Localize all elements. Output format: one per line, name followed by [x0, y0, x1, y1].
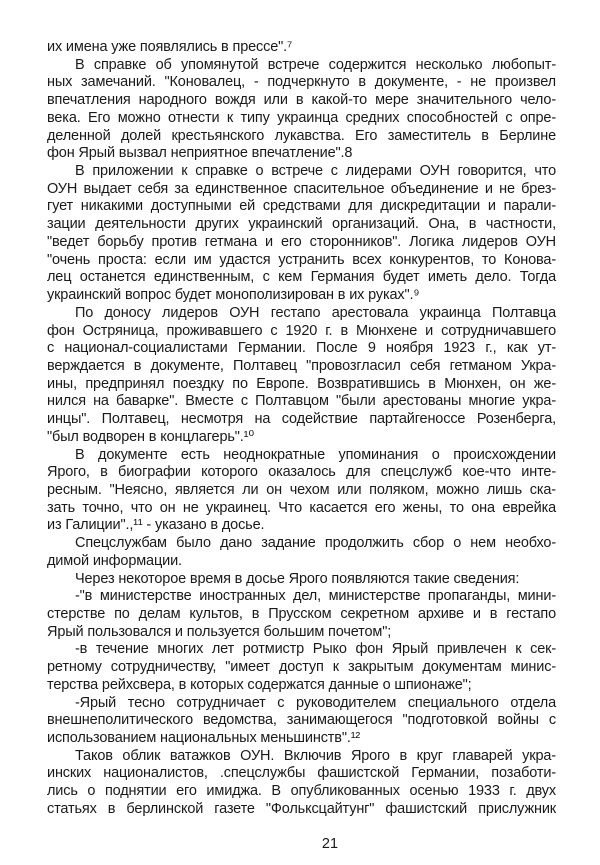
paragraph — [47, 39, 556, 57]
text-line: ресным. "Неясно, является ли он чехом или поляком, можно лишь ска- — [47, 481, 556, 498]
text-line: деленной долей крестьянского лукавства. Его заместитель в Берлине — [47, 127, 556, 144]
paragraph — [47, 305, 556, 447]
text-line: лись о поднятии его имиджа. В опубликованных осенью 1933 г. двух — [47, 783, 556, 800]
text-line: В справке об упомянутой встрече содержится несколько любопыт- — [75, 56, 556, 73]
text-line: Через некоторое время в досье Ярого появляются такие сведения: — [75, 570, 520, 587]
paragraph — [47, 57, 556, 163]
text-line: использованием национальных меньшинств".¹² — [47, 730, 361, 747]
text-line: внешнеполитического ведомства, занимающегося "подготовкой войны с — [47, 712, 556, 729]
paragraph — [47, 695, 556, 748]
text-line: впечатления народного вождя или в какой-то мере значительного чело- — [47, 92, 556, 109]
text-line: их имена уже появлялись в прессе".⁷ — [47, 39, 293, 55]
text-line: "ведет борьбу против гетмана и его сторонников". Логика лидеров ОУН — [47, 233, 556, 250]
paragraph — [47, 163, 556, 305]
text-line: -"в министерстве иностранных дел, министерстве пропаганды, мини- — [75, 588, 556, 605]
text-line: зать точно, что он не украинец. Что касается его жены, то она еврейка — [47, 499, 556, 516]
text-line: верждается в документе, Полтавец "провозгласил себя гетманом Укра- — [47, 357, 556, 374]
text-line: из Галиции".,¹¹ - указано в досье. — [47, 517, 265, 534]
paragraph — [47, 588, 556, 641]
text-line: статьях в берлинской газете "Фольксцайтунг" фашистский прислужник — [47, 800, 556, 817]
text-line: с национал-социалистами Германии. После 9 ноября 1923 г., как ут- — [47, 340, 556, 357]
text-line: лец останется единственным, с кем Германия будет иметь дело. Тогда — [47, 269, 556, 286]
text-line: В приложении к справке о встрече с лидерами ОУН говорится, что — [75, 163, 556, 180]
text-line: зации деятельности других украинский организаций. Она, в частности, — [47, 216, 556, 233]
text-line: ины, предпринял поездку по Европе. Возвратившись в Мюнхен, он же- — [47, 375, 556, 392]
paragraph — [47, 748, 556, 819]
text-line: Ярого, в биографии которого оказалось для спецслужб кое-что инте- — [47, 464, 556, 481]
text-line: димой информации. — [47, 552, 182, 569]
body-text — [47, 39, 556, 819]
text-line: По доносу лидеров ОУН гестапо арестовала украинца Полтавца — [75, 304, 556, 321]
text-line: инских националистов, .спецслужбы фашистской Германии, позаботи- — [47, 765, 556, 782]
paragraph — [47, 447, 556, 536]
text-line: "был водворен в концлагерь".¹⁰ — [47, 428, 254, 445]
text-line: Спецслужбам было дано задание продолжить сбор о нем необхо- — [75, 535, 556, 552]
text-line: ретному сотрудничеству, "имеет доступ к закрытым документам минис- — [47, 659, 556, 676]
text-line: Ярый пользовался и пользуется большим почетом"; — [47, 623, 392, 640]
text-line: ОУН выдает себя за единственное спасительное объединение и не брез- — [47, 180, 556, 197]
text-line: украинский вопрос будет монополизирован в их руках".⁹ — [47, 287, 420, 304]
text-line: Таков облик ватажков ОУН. Включив Ярого в круг главарей укра- — [75, 747, 556, 764]
text-line: фон Ярый вызвал неприятное впечатление".8 — [47, 145, 353, 162]
text-line: века. Его можно отнести к типу украинца средних способностей с опре- — [47, 109, 556, 126]
text-line: гует никакими доступными ей средствами для дискредитации и парали- — [47, 198, 556, 215]
text-line: нился на баварке". Вместе с Полтавцом "были арестованы многие укра- — [47, 393, 556, 410]
page-number: 21 — [321, 836, 339, 852]
text-line: "очень проста: если им удастся устранить всех конкурентов, то Конова- — [47, 251, 556, 268]
paragraph — [47, 641, 556, 694]
text-line: терства рейхсвера, в которых содержатся данные о шпионаже"; — [47, 676, 472, 693]
text-line: В документе есть неоднократные упоминания о происхождении — [75, 446, 556, 463]
text-line: -Ярый тесно сотрудничает с руководителем специального отдела — [75, 694, 556, 711]
paragraph — [47, 535, 556, 570]
text-line: фон Остряница, проживавшего с 1920 г. в Мюнхене и сотрудничавшего — [47, 322, 556, 339]
text-line: ных замечаний. "Коновалец, - подчеркнуто в документе, - не произвел — [47, 74, 556, 91]
text-line: стерстве по делам культов, в Прусском секретном архиве и в гестапо — [47, 606, 556, 622]
text-line: -в течение многих лет ротмистр Рыко фон Ярый привлечен к сек- — [75, 641, 556, 658]
paragraph — [47, 571, 556, 589]
text-line: инцы". Полтавец, несмотря на содействие партайгеноссе Розенберга, — [47, 411, 556, 428]
